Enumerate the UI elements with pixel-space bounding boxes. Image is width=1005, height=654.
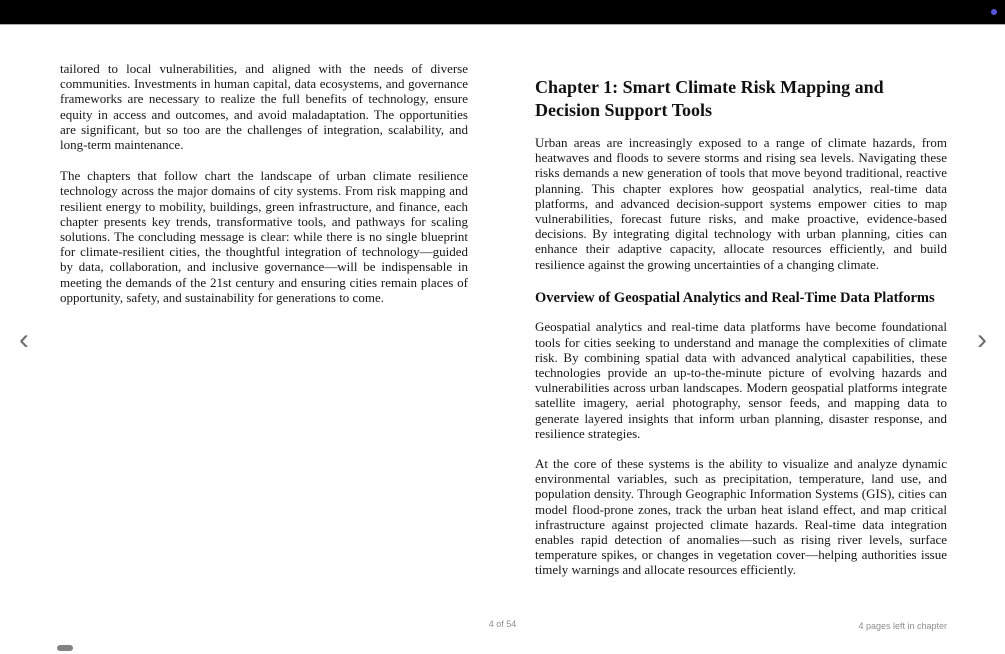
pages-left-indicator: 4 pages left in chapter — [858, 621, 947, 631]
left-page-paragraph: The chapters that follow chart the landscape of urban climate resilience technology across the major domains of city systems. From risk mapping and resilient energy to mobility, buildings, green infrastructure, and finance, each chapter presents key trends, transformative tools, and pathways for scaling solutions. The concluding message is clear: while there is no single blueprint for climate-resilient cities, the thoughtful integration of technology—guided by data, collaboration, and inclusive governance—will be indispensable in meeting the demands of the 21st century and ensuring cities remain places of opportunity, safety, and sustainability for generations to come. — [60, 168, 468, 305]
right-page — [535, 76, 947, 593]
right-page-paragraph: Geospatial analytics and real-time data platforms have become foundational tools for cities seeking to understand and manage the complexities of climate risk. By combining spatial data with advanced analytical capabilities, these technologies provide an up-to-the-minute picture of evolving hazards and vulnerabilities across urban landscapes. Modern geospatial platforms integrate satellite imagery, aerial photography, sensor feeds, and mapping data to generate layered insights that inform urban planning, disaster response, and resilience strategies. — [535, 319, 947, 441]
right-page-paragraph: Urban areas are increasingly exposed to a range of climate hazards, from heatwaves and floods to severe storms and rising sea levels. Navigating these risks demands a new generation of tools that move beyond traditional, reactive planning. This chapter explores how geospatial analytics, real-time data platforms, and advanced decision-support systems empower cities to map vulnerabilities, forecast future risks, and make proactive, evidence-based decisions. By integrating digital technology with urban planning, cities can enhance their adaptive capacity, allocate resources efficiently, and build resilience against the growing uncertainties of a changing climate. — [535, 135, 947, 272]
chevron-left-icon: ‹ — [19, 323, 29, 356]
chevron-right-icon: › — [977, 323, 987, 356]
left-page — [60, 61, 468, 320]
section-heading: Overview of Geospatial Analytics and Real-Time Data Platforms — [535, 289, 935, 306]
status-indicator-dot — [991, 9, 997, 15]
previous-page-button[interactable] — [9, 322, 39, 358]
next-page-button[interactable] — [967, 322, 997, 358]
top-bar — [0, 0, 1005, 25]
right-page-paragraph: At the core of these systems is the ability to visualize and analyze dynamic environmental variables, such as precipitation, temperature, land use, and population density. Through Geographic Information Systems (GIS), cities can model flood-prone zones, track the urban heat island effect, and map critical infrastructure against projected climate hazards. Real-time data integration enables rapid detection of anomalies—such as rising river levels, surface temperature spikes, or changes in vegetation cover—helping authorities issue timely warnings and allocate resources efficiently. — [535, 455, 947, 578]
chapter-title: Chapter 1: Smart Climate Risk Mapping and Decision Support Tools — [535, 77, 884, 120]
page-position-indicator: 4 of 54 — [488, 619, 517, 629]
drag-handle[interactable] — [57, 645, 73, 651]
left-page-paragraph: tailored to local vulnerabilities, and aligned with the needs of diverse communities. Investments in human capital, data ecosystems, and governance frameworks are necessary to realize the full benefits of technology, ensure equity in access and outcomes, and avoid maladaptation. The opportunities are significant, but so too are the challenges of integration, scalability, and long-term maintenance. — [60, 61, 468, 153]
